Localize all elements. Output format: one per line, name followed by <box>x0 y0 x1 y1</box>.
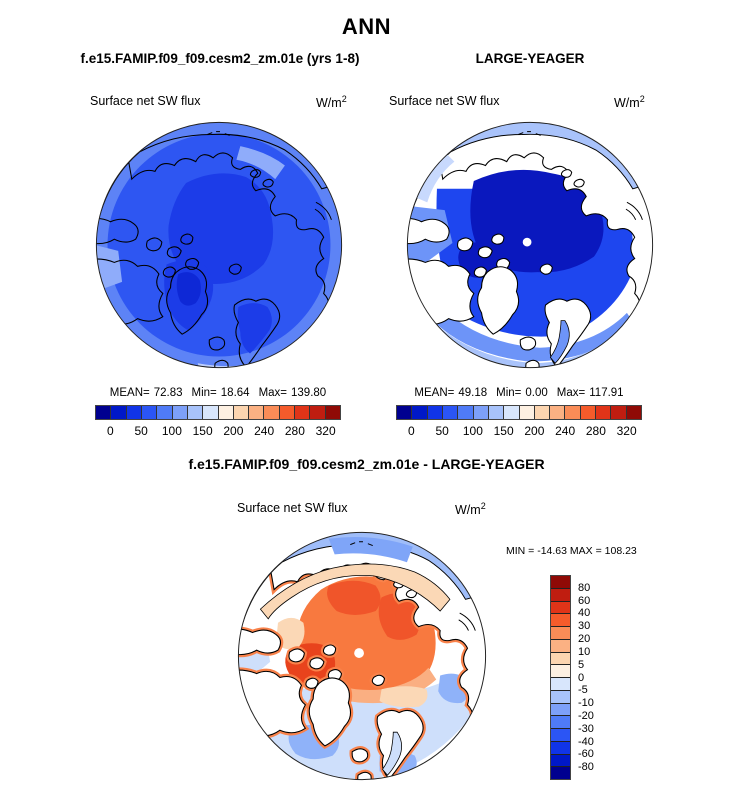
colorbar-segment <box>310 406 325 419</box>
colorbar-segment <box>551 602 570 615</box>
colorbar-tick-label: 20 <box>578 633 591 646</box>
colorbar-segment <box>596 406 611 419</box>
colorbar-segment <box>397 406 412 419</box>
colorbar-tick-label: 280 <box>284 424 305 438</box>
colorbar-segment <box>551 755 570 768</box>
colorbar-segment <box>535 406 550 419</box>
colorbar-segment <box>551 627 570 640</box>
colorbar-segment <box>127 406 142 419</box>
obs-colorbar <box>396 405 642 420</box>
colorbar-segment <box>249 406 264 419</box>
colorbar-segment <box>203 406 218 419</box>
model-field-label: Surface net SW flux <box>90 94 201 108</box>
colorbar-tick-label: 320 <box>616 424 637 438</box>
colorbar-segment <box>551 589 570 602</box>
colorbar-segment <box>551 729 570 742</box>
colorbar-segment <box>551 704 570 717</box>
colorbar-tick-label: 100 <box>161 424 182 438</box>
colorbar-tick-label: 50 <box>134 424 148 438</box>
colorbar-tick-label: -30 <box>578 722 594 735</box>
colorbar-tick-label: 320 <box>315 424 336 438</box>
season-title: ANN <box>341 14 392 39</box>
colorbar-segment <box>551 678 570 691</box>
colorbar-tick-label: 40 <box>578 607 591 620</box>
colorbar-segment <box>173 406 188 419</box>
colorbar-segment <box>551 767 570 779</box>
colorbar-tick-label: 240 <box>254 424 275 438</box>
colorbar-segment <box>142 406 157 419</box>
pole-dot <box>354 648 364 658</box>
colorbar-segment <box>565 406 580 419</box>
colorbar-tick-label: 5 <box>578 658 585 671</box>
colorbar-tick-label: 0 <box>107 424 114 438</box>
colorbar-tick-label: -20 <box>578 709 594 722</box>
colorbar-tick-label: 150 <box>192 424 213 438</box>
diff-units-label: $W/m^2$ <box>455 501 486 518</box>
model-units-label: $W/m^2$ <box>316 94 347 111</box>
colorbar-segment <box>188 406 203 419</box>
model-stats: MEAN= 72.83 Min= 18.64 Max= 139.80 <box>109 387 327 399</box>
colorbar-tick-label: 10 <box>578 645 591 658</box>
colorbar-segment <box>551 716 570 729</box>
colorbar-tick-label: -60 <box>578 748 594 761</box>
model-colorbar-ticks <box>95 424 341 439</box>
colorbar-segment <box>551 742 570 755</box>
diff-colorbar-ticks <box>578 575 612 780</box>
obs-dataset-title: LARGE-YEAGER <box>475 51 585 66</box>
model-case-title: f.e15.FAMIP.f09_f09.cesm2_zm.01e (yrs 1-8) <box>80 51 360 66</box>
colorbar-segment <box>627 406 641 419</box>
colorbar-segment <box>551 614 570 627</box>
colorbar-tick-label: 200 <box>223 424 244 438</box>
colorbar-tick-label: -5 <box>578 684 588 697</box>
colorbar-segment <box>611 406 626 419</box>
colorbar-tick-label: -80 <box>578 761 594 774</box>
obs-units-label: $W/m^2$ <box>614 94 645 111</box>
difference-title: f.e15.FAMIP.f09_f09.cesm2_zm.01e - LARGE-YEAGER <box>188 456 545 472</box>
colorbar-segment <box>550 406 565 419</box>
colorbar-tick-label: -10 <box>578 697 594 710</box>
colorbar-segment <box>295 406 310 419</box>
diff-colorbar <box>550 575 571 780</box>
colorbar-segment <box>489 406 504 419</box>
colorbar-segment <box>157 406 172 419</box>
colorbar-segment <box>111 406 126 419</box>
obs-colorbar-ticks <box>396 424 642 439</box>
colorbar-tick-label: 50 <box>435 424 449 438</box>
pole-dot <box>523 238 532 247</box>
colorbar-tick-label: 240 <box>555 424 576 438</box>
difference-map <box>235 529 489 788</box>
colorbar-segment <box>326 406 340 419</box>
model-map <box>93 119 345 376</box>
colorbar-segment <box>504 406 519 419</box>
colorbar-tick-label: 30 <box>578 620 591 633</box>
colorbar-segment <box>581 406 596 419</box>
colorbar-segment <box>458 406 473 419</box>
colorbar-tick-label: 150 <box>493 424 514 438</box>
colorbar-tick-label: 60 <box>578 594 591 607</box>
obs-stats: MEAN= 49.18 Min= 0.00 Max= 117.91 <box>414 387 624 399</box>
obs-field-label: Surface net SW flux <box>389 94 500 108</box>
colorbar-segment <box>234 406 249 419</box>
colorbar-segment <box>412 406 427 419</box>
colorbar-segment <box>551 640 570 653</box>
colorbar-tick-label: 200 <box>524 424 545 438</box>
colorbar-tick-label: 80 <box>578 581 591 594</box>
colorbar-segment <box>443 406 458 419</box>
obs-map <box>404 119 656 376</box>
colorbar-segment <box>219 406 234 419</box>
colorbar-tick-label: 0 <box>408 424 415 438</box>
colorbar-segment <box>551 576 570 589</box>
colorbar-tick-label: 0 <box>578 671 585 684</box>
diff-minmax: MIN = -14.63 MAX = 108.23 <box>506 545 637 557</box>
colorbar-tick-label: -40 <box>578 735 594 748</box>
colorbar-tick-label: 100 <box>462 424 483 438</box>
colorbar-segment <box>474 406 489 419</box>
colorbar-segment <box>520 406 535 419</box>
colorbar-segment <box>264 406 279 419</box>
colorbar-segment <box>96 406 111 419</box>
colorbar-segment <box>551 665 570 678</box>
colorbar-segment <box>551 691 570 704</box>
model-colorbar <box>95 405 341 420</box>
colorbar-segment <box>428 406 443 419</box>
colorbar-segment <box>551 653 570 666</box>
diff-field-label: Surface net SW flux <box>237 501 348 515</box>
colorbar-tick-label: 280 <box>585 424 606 438</box>
colorbar-segment <box>280 406 295 419</box>
